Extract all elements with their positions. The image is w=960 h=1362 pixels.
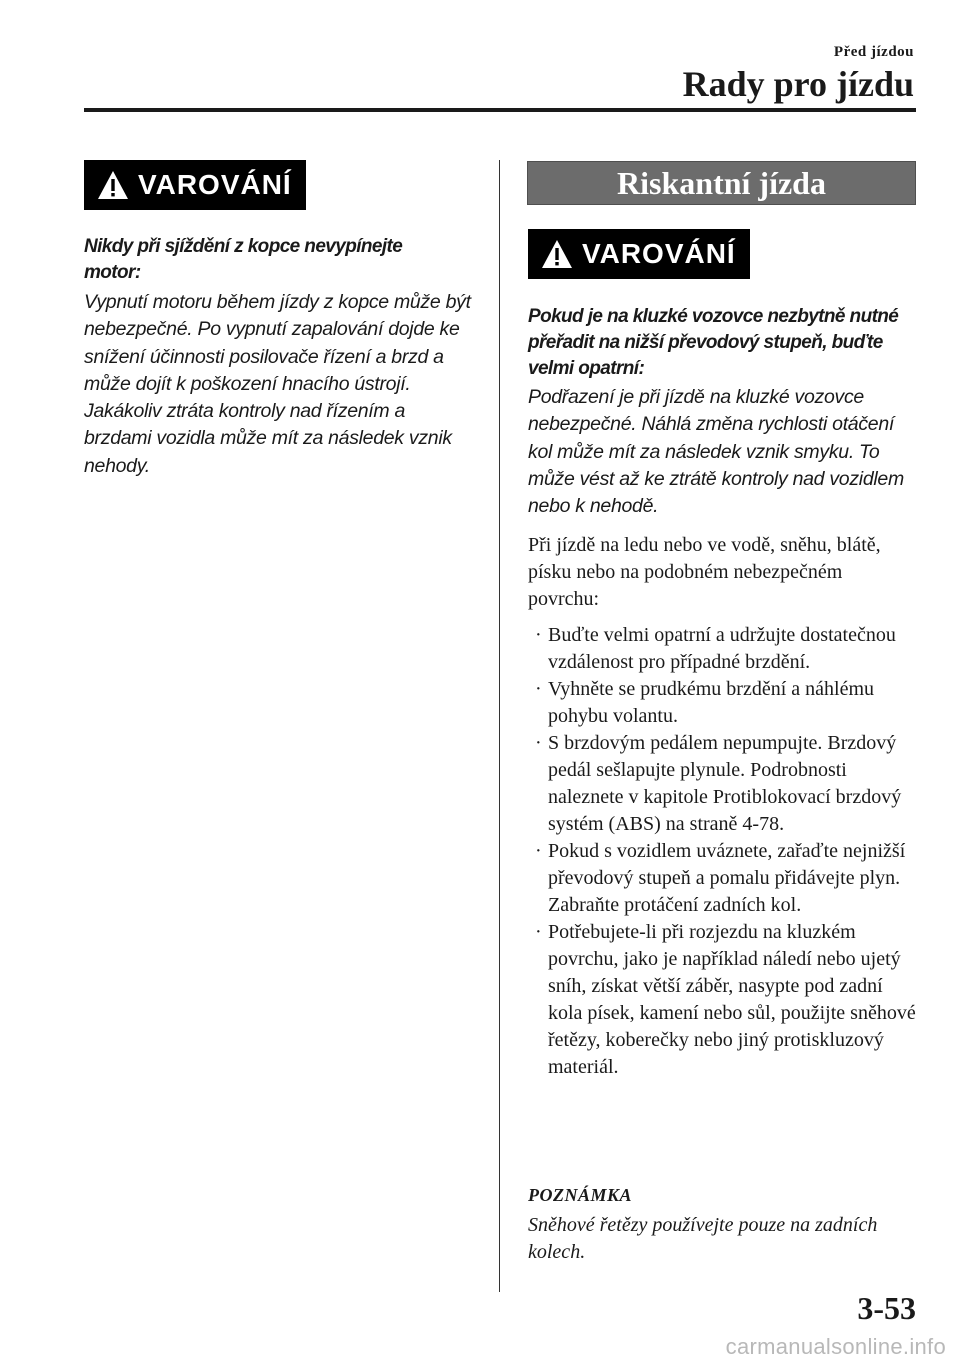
intro-paragraph: Při jízdě na ledu nebo ve vodě, sněhu, blátě, písku nebo na podobném nebezpečném povrchu:	[528, 534, 881, 610]
right-warning-body: Podřazení je při jízdě na kluzké vozovce nebezpečné. Náhlá změna rychlosti otáčení kol může mít za následek vznik smyku. To může vést až ke ztrátě kontroly nad vozidlem nebo k nehodě.	[528, 386, 904, 518]
list-item-text: Buďte velmi opatrní a udržujte dostatečnou vzdálenost pro případné brzdění.	[548, 624, 896, 673]
right-warning-heading: Pokud je na kluzké vozovce nezbytně nutné přeřadit na nižší převodový stupeň, buďte velmi opatrní:	[528, 306, 899, 379]
list-item	[530, 919, 920, 1081]
list-item	[530, 676, 920, 730]
list-item	[530, 838, 920, 919]
bullet-marker: ·	[535, 840, 542, 862]
header-section: Před jízdou	[833, 44, 914, 60]
warning-triangle-icon	[96, 169, 130, 201]
list-item	[530, 622, 920, 676]
list-item	[530, 730, 920, 838]
left-warning-heading: Nikdy při sjíždění z kopce nevypínejte motor:	[84, 236, 403, 283]
page-title: Rady pro jízdu	[682, 64, 914, 104]
list-item-text: Vyhněte se prudkému brzdění a náhlému pohybu volantu.	[548, 678, 875, 727]
left-warning-badge	[84, 160, 306, 210]
bullet-marker: ·	[535, 624, 542, 646]
section-title: Riskantní jízda	[527, 161, 916, 205]
note-label: POZNÁMKA	[528, 1185, 633, 1205]
warning-label: VAROVÁNÍ	[138, 169, 292, 200]
precautions-list	[530, 622, 920, 1081]
page-number: 3-53	[857, 1290, 916, 1326]
list-item-text: Potřebujete-li při rozjezdu na kluzkém povrchu, jako je například náledí nebo ujetý sníh, získat větší záběr, nasypte pod zadní kola písek, kamení nebo sůl, použijte sněhové řetězy, koberečky nebo jiný protiskluzový materiál.	[548, 921, 916, 1078]
bullet-marker: ·	[535, 732, 542, 754]
column-divider	[499, 160, 500, 1292]
warning-triangle-icon	[540, 238, 574, 270]
warning-label: VAROVÁNÍ	[582, 238, 736, 269]
note-text: Sněhové řetězy používejte pouze na zadních kolech.	[528, 1214, 878, 1263]
watermark: carmanualsonline.info	[725, 1334, 946, 1359]
bullet-marker: ·	[535, 678, 542, 700]
right-warning-badge	[528, 229, 750, 279]
left-warning-body: Vypnutí motoru během jízdy z kopce může být nebezpečné. Po vypnutí zapalování dojde ke snížení účinnosti posilovače řízení a brzd a může dojít k poškození hnacího ústrojí. Jakákoliv ztráta kontroly nad řízením a brzdami vozidla může mít za následek vznik nehody.	[84, 291, 471, 477]
bullet-marker: ·	[535, 921, 542, 943]
list-item-text: S brzdovým pedálem nepumpujte. Brzdový pedál sešlapujte plynule. Podrobnosti naleznete v kapitole Protiblokovací brzdový systém (ABS) na straně 4-78.	[548, 732, 902, 835]
list-item-text: Pokud s vozidlem uváznete, zařaďte nejnižší převodový stupeň a pomalu přidávejte plyn. Zabraňte protáčení zadních kol.	[548, 840, 906, 916]
header-rule	[84, 108, 916, 112]
